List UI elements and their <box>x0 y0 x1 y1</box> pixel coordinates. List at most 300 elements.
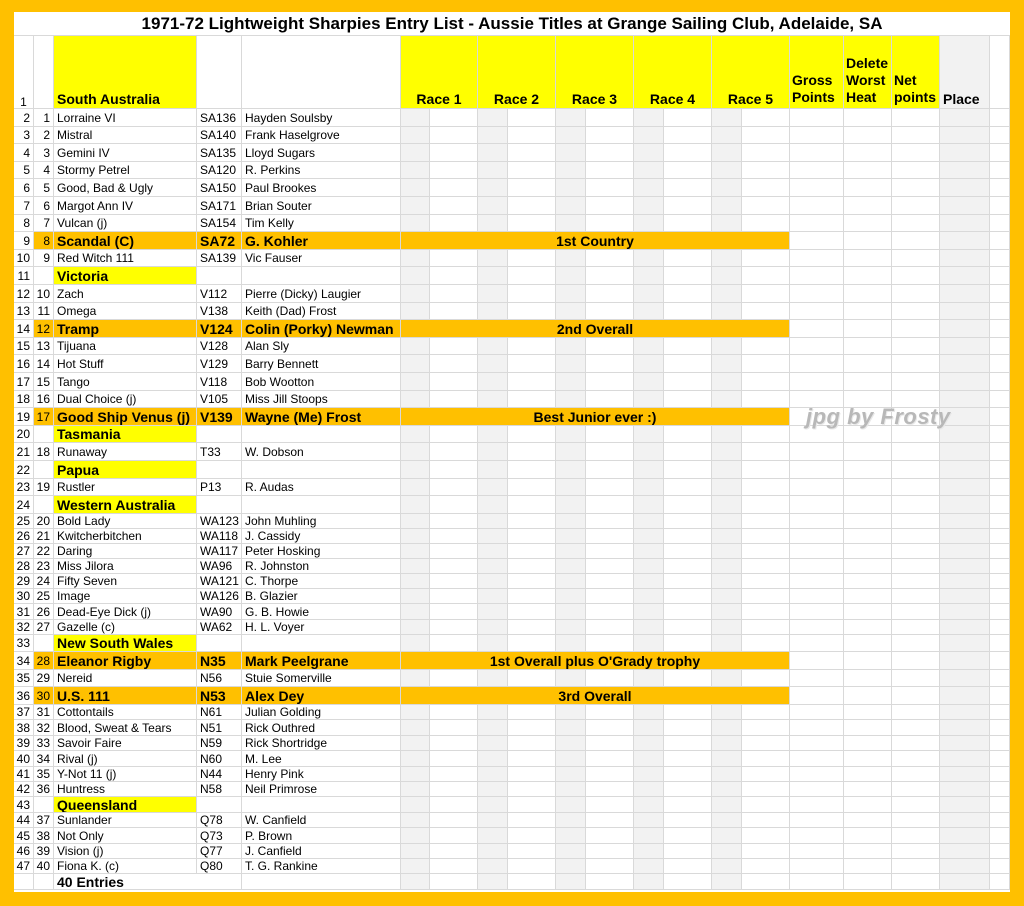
state-number-cell <box>34 426 54 443</box>
row-number <box>14 859 34 874</box>
sail-number <box>197 373 242 391</box>
score-cell <box>508 373 556 391</box>
score-cell <box>508 828 556 844</box>
score-cell <box>990 391 1010 408</box>
header-net-points-line: points <box>894 89 936 105</box>
boat-name <box>54 179 197 197</box>
score-cell <box>430 736 478 751</box>
entry-number <box>34 751 54 767</box>
skipper-name-text: J. Cassidy <box>245 529 301 543</box>
row-number-text: 2 <box>23 110 30 125</box>
sail-number-text: V105 <box>200 392 229 406</box>
score-cell <box>742 267 790 285</box>
score-cell <box>664 828 712 844</box>
score-cell <box>634 544 664 559</box>
score-cell <box>508 162 556 179</box>
sail-number <box>197 479 242 496</box>
score-cell <box>478 844 508 859</box>
score-cell <box>664 514 712 529</box>
score-cell <box>844 529 892 544</box>
score-cell <box>892 197 940 215</box>
score-cell <box>844 705 892 720</box>
score-cell <box>742 670 790 687</box>
boat-name <box>54 736 197 751</box>
score-cell <box>844 479 892 496</box>
score-cell <box>478 250 508 267</box>
sail-number-text: V124 <box>200 320 233 337</box>
row-number <box>14 144 34 162</box>
empty-cell <box>242 426 401 443</box>
score-cell <box>430 604 478 620</box>
row-number-text: 29 <box>16 574 30 588</box>
score-cell <box>634 109 664 127</box>
score-cell <box>712 782 742 797</box>
boat-name <box>54 162 197 179</box>
entry-number-text: 2 <box>43 128 50 142</box>
score-cell <box>508 479 556 496</box>
row-number-text: 26 <box>16 529 30 543</box>
score-cell <box>742 215 790 232</box>
score-cell <box>892 355 940 373</box>
skipper-name <box>242 408 401 426</box>
row-number-text: 19 <box>16 409 30 424</box>
score-cell <box>790 529 844 544</box>
sail-number <box>197 144 242 162</box>
entry-number <box>34 574 54 589</box>
score-cell <box>940 443 990 461</box>
entry-number-text: 19 <box>36 480 50 494</box>
score-cell <box>401 109 430 127</box>
header-delete-worst-heat <box>844 36 892 109</box>
boat-name <box>54 215 197 232</box>
score-cell <box>742 127 790 144</box>
score-cell <box>401 828 430 844</box>
empty-cell <box>242 797 401 813</box>
skipper-name <box>242 479 401 496</box>
score-cell <box>990 874 1010 890</box>
score-cell <box>940 285 990 303</box>
score-cell <box>664 162 712 179</box>
score-cell <box>742 479 790 496</box>
score-cell <box>892 813 940 828</box>
score-cell <box>556 828 586 844</box>
score-cell <box>742 813 790 828</box>
state-number-cell <box>34 635 54 652</box>
score-cell <box>990 461 1010 479</box>
skipper-name-text: Alex Dey <box>245 687 305 704</box>
score-cell <box>742 338 790 355</box>
score-cell <box>634 705 664 720</box>
score-cell <box>634 479 664 496</box>
score-cell <box>892 529 940 544</box>
score-cell <box>586 813 634 828</box>
score-cell <box>508 355 556 373</box>
sail-number-text: SA154 <box>200 216 237 230</box>
score-cell <box>990 529 1010 544</box>
score-cell <box>742 496 790 514</box>
score-cell <box>790 604 844 620</box>
score-cell <box>430 338 478 355</box>
award-note <box>401 652 790 670</box>
score-cell <box>401 604 430 620</box>
skipper-name <box>242 687 401 705</box>
entry-number-text: 25 <box>36 589 50 603</box>
score-cell <box>712 355 742 373</box>
score-cell <box>430 461 478 479</box>
score-cell <box>664 604 712 620</box>
score-cell <box>586 443 634 461</box>
score-cell <box>508 635 556 652</box>
score-cell <box>430 373 478 391</box>
score-cell <box>844 285 892 303</box>
score-cell <box>508 574 556 589</box>
score-cell <box>712 144 742 162</box>
score-cell <box>430 162 478 179</box>
score-cell <box>844 267 892 285</box>
score-cell <box>990 250 1010 267</box>
score-cell <box>940 687 990 705</box>
header-state <box>54 36 197 109</box>
row-number <box>14 338 34 355</box>
score-cell <box>940 320 990 338</box>
score-cell <box>508 179 556 197</box>
score-cell <box>634 782 664 797</box>
score-cell <box>664 874 712 890</box>
score-cell <box>586 751 634 767</box>
sail-number <box>197 197 242 215</box>
row-number-text: 3 <box>23 128 30 142</box>
score-cell <box>478 720 508 736</box>
score-cell <box>556 559 586 574</box>
sail-number-text: SA135 <box>200 145 237 160</box>
score-cell <box>430 751 478 767</box>
sail-number <box>197 250 242 267</box>
score-cell <box>401 426 430 443</box>
score-cell <box>990 232 1010 250</box>
score-cell <box>990 127 1010 144</box>
score-cell <box>940 828 990 844</box>
row-number <box>14 813 34 828</box>
row-number-text: 40 <box>16 751 30 766</box>
score-cell <box>844 109 892 127</box>
score-cell <box>508 874 556 890</box>
score-cell <box>634 250 664 267</box>
score-cell <box>990 109 1010 127</box>
sail-number <box>197 687 242 705</box>
entry-number-text: 10 <box>36 286 50 301</box>
score-cell <box>634 285 664 303</box>
score-cell <box>940 355 990 373</box>
score-cell <box>508 144 556 162</box>
boat-name <box>54 751 197 767</box>
score-cell <box>742 736 790 751</box>
entry-number <box>34 109 54 127</box>
score-cell <box>478 285 508 303</box>
score-cell <box>712 303 742 320</box>
skipper-name <box>242 303 401 320</box>
row-number-text: 37 <box>16 705 30 719</box>
score-cell <box>556 574 586 589</box>
entry-number <box>34 514 54 529</box>
row-number <box>14 574 34 589</box>
score-cell <box>634 874 664 890</box>
score-cell <box>556 736 586 751</box>
skipper-name-text: T. G. Rankine <box>245 859 318 873</box>
row-number <box>14 285 34 303</box>
entry-number <box>34 197 54 215</box>
boat-name <box>54 767 197 782</box>
entry-number <box>34 443 54 461</box>
entry-number-text: 5 <box>43 180 50 195</box>
score-cell <box>556 670 586 687</box>
boat-name <box>54 859 197 874</box>
score-cell <box>990 426 1010 443</box>
score-cell <box>940 109 990 127</box>
score-cell <box>634 635 664 652</box>
score-cell <box>742 162 790 179</box>
skipper-name <box>242 320 401 338</box>
skipper-name <box>242 736 401 751</box>
score-cell <box>712 109 742 127</box>
sail-number-text: SA136 <box>200 110 237 125</box>
row-number-text: 27 <box>16 544 30 558</box>
score-cell <box>556 797 586 813</box>
row-number-text: 31 <box>16 604 30 619</box>
score-cell <box>430 303 478 320</box>
score-cell <box>508 197 556 215</box>
score-cell <box>940 215 990 232</box>
score-cell <box>586 705 634 720</box>
score-cell <box>634 844 664 859</box>
row-number <box>14 828 34 844</box>
boat-name-text: Vision (j) <box>57 844 104 858</box>
score-cell <box>790 736 844 751</box>
score-cell <box>556 544 586 559</box>
row-number-text: 46 <box>16 844 30 858</box>
score-cell <box>430 589 478 604</box>
score-cell <box>586 144 634 162</box>
score-cell <box>430 828 478 844</box>
row-number <box>14 529 34 544</box>
score-cell <box>742 767 790 782</box>
score-cell <box>940 544 990 559</box>
entry-number-text: 12 <box>36 321 50 336</box>
score-cell <box>742 529 790 544</box>
entry-number <box>34 179 54 197</box>
sail-number-text: N51 <box>200 720 223 735</box>
score-cell <box>556 844 586 859</box>
boat-name-text: Lorraine VI <box>57 110 116 125</box>
score-cell <box>634 859 664 874</box>
score-cell <box>586 544 634 559</box>
score-cell <box>556 162 586 179</box>
score-cell <box>664 179 712 197</box>
score-cell <box>634 797 664 813</box>
score-cell <box>556 604 586 620</box>
score-cell <box>790 162 844 179</box>
score-cell <box>790 267 844 285</box>
score-cell <box>892 373 940 391</box>
sail-number <box>197 736 242 751</box>
score-cell <box>508 127 556 144</box>
entry-number <box>34 338 54 355</box>
boat-name <box>54 782 197 797</box>
score-cell <box>742 544 790 559</box>
sail-number-text: V129 <box>200 356 229 371</box>
score-cell <box>508 705 556 720</box>
entry-number <box>34 782 54 797</box>
row-number-text: 28 <box>16 559 30 573</box>
boat-name <box>54 687 197 705</box>
score-cell <box>790 767 844 782</box>
score-cell <box>586 859 634 874</box>
score-cell <box>478 461 508 479</box>
score-cell <box>844 303 892 320</box>
row-number-text: 38 <box>16 720 30 735</box>
boat-name <box>54 232 197 250</box>
skipper-name-text: Lloyd Sugars <box>245 145 316 160</box>
score-cell <box>892 670 940 687</box>
boat-name-text: Margot Ann IV <box>57 198 134 213</box>
row-number <box>14 797 34 813</box>
score-cell <box>401 250 430 267</box>
entry-number-text: 6 <box>43 198 50 213</box>
sail-number <box>197 391 242 408</box>
score-cell <box>712 267 742 285</box>
row-number-text: 47 <box>16 859 30 873</box>
score-cell <box>586 197 634 215</box>
header-state-text: South Australia <box>57 91 160 107</box>
score-cell <box>712 736 742 751</box>
skipper-name <box>242 828 401 844</box>
sail-number-text: Q77 <box>200 844 223 858</box>
score-cell <box>990 267 1010 285</box>
score-cell <box>556 496 586 514</box>
score-cell <box>430 179 478 197</box>
score-cell <box>478 813 508 828</box>
score-cell <box>634 355 664 373</box>
row-number <box>14 162 34 179</box>
score-cell <box>712 589 742 604</box>
boat-name <box>54 391 197 408</box>
row-number-text: 17 <box>16 374 30 389</box>
score-cell <box>401 461 430 479</box>
boat-name-text: Nereid <box>57 671 93 685</box>
entries-count <box>54 874 242 890</box>
score-cell <box>556 373 586 391</box>
score-cell <box>940 859 990 874</box>
score-cell <box>430 197 478 215</box>
score-cell <box>634 514 664 529</box>
entry-number <box>34 670 54 687</box>
score-cell <box>478 179 508 197</box>
score-cell <box>556 391 586 408</box>
score-cell <box>478 355 508 373</box>
sail-number <box>197 559 242 574</box>
score-cell <box>940 635 990 652</box>
row-number-text: 12 <box>16 286 30 301</box>
sail-number-text: WA123 <box>200 514 239 528</box>
entry-number-text: 18 <box>36 444 50 459</box>
skipper-name <box>242 285 401 303</box>
sail-number-text: V138 <box>200 304 229 318</box>
sail-number <box>197 705 242 720</box>
skipper-name-text: Julian Golding <box>245 705 322 719</box>
skipper-name <box>242 373 401 391</box>
score-cell <box>844 197 892 215</box>
sail-number <box>197 670 242 687</box>
score-cell <box>844 215 892 232</box>
row-number <box>14 250 34 267</box>
score-cell <box>990 720 1010 736</box>
sail-number-text: SA150 <box>200 180 237 195</box>
entry-number <box>34 285 54 303</box>
boat-name-text: Huntress <box>57 782 106 796</box>
score-cell <box>401 670 430 687</box>
score-cell <box>634 828 664 844</box>
sail-number-text: Q73 <box>200 828 223 843</box>
entry-number-text: 17 <box>36 409 50 424</box>
boat-name <box>54 574 197 589</box>
entry-number <box>34 828 54 844</box>
score-cell <box>712 285 742 303</box>
score-cell <box>430 355 478 373</box>
score-cell <box>430 844 478 859</box>
score-cell <box>430 127 478 144</box>
score-cell <box>664 635 712 652</box>
score-cell <box>892 303 940 320</box>
score-cell <box>634 574 664 589</box>
score-cell <box>940 559 990 574</box>
score-cell <box>742 859 790 874</box>
score-cell <box>892 874 940 890</box>
row-number <box>14 559 34 574</box>
score-cell <box>478 144 508 162</box>
boat-name <box>54 589 197 604</box>
skipper-name <box>242 767 401 782</box>
score-cell <box>742 461 790 479</box>
sail-number-text: Q80 <box>200 859 223 873</box>
header-gross-points-line: Gross <box>792 72 833 88</box>
entry-number-text: 39 <box>36 844 50 858</box>
entry-number-text: 34 <box>36 751 50 766</box>
score-cell <box>892 859 940 874</box>
score-cell <box>586 267 634 285</box>
score-cell <box>508 797 556 813</box>
sail-number <box>197 859 242 874</box>
score-cell <box>712 179 742 197</box>
skipper-name <box>242 215 401 232</box>
entry-number <box>34 620 54 635</box>
score-cell <box>712 828 742 844</box>
boat-name-text: Not Only <box>57 828 104 843</box>
award-note <box>401 687 790 705</box>
row-number <box>14 604 34 620</box>
row-number-text: 4 <box>23 145 30 160</box>
score-cell <box>742 751 790 767</box>
spreadsheet-grid <box>14 12 1010 892</box>
sail-number <box>197 285 242 303</box>
skipper-name-text: Keith (Dad) Frost <box>245 304 337 318</box>
row-number-text: 5 <box>23 163 30 177</box>
score-cell <box>940 736 990 751</box>
score-cell <box>664 426 712 443</box>
boat-name <box>54 355 197 373</box>
row-number-1 <box>14 36 34 109</box>
row-number <box>14 408 34 426</box>
sail-number <box>197 720 242 736</box>
empty-cell <box>197 635 242 652</box>
